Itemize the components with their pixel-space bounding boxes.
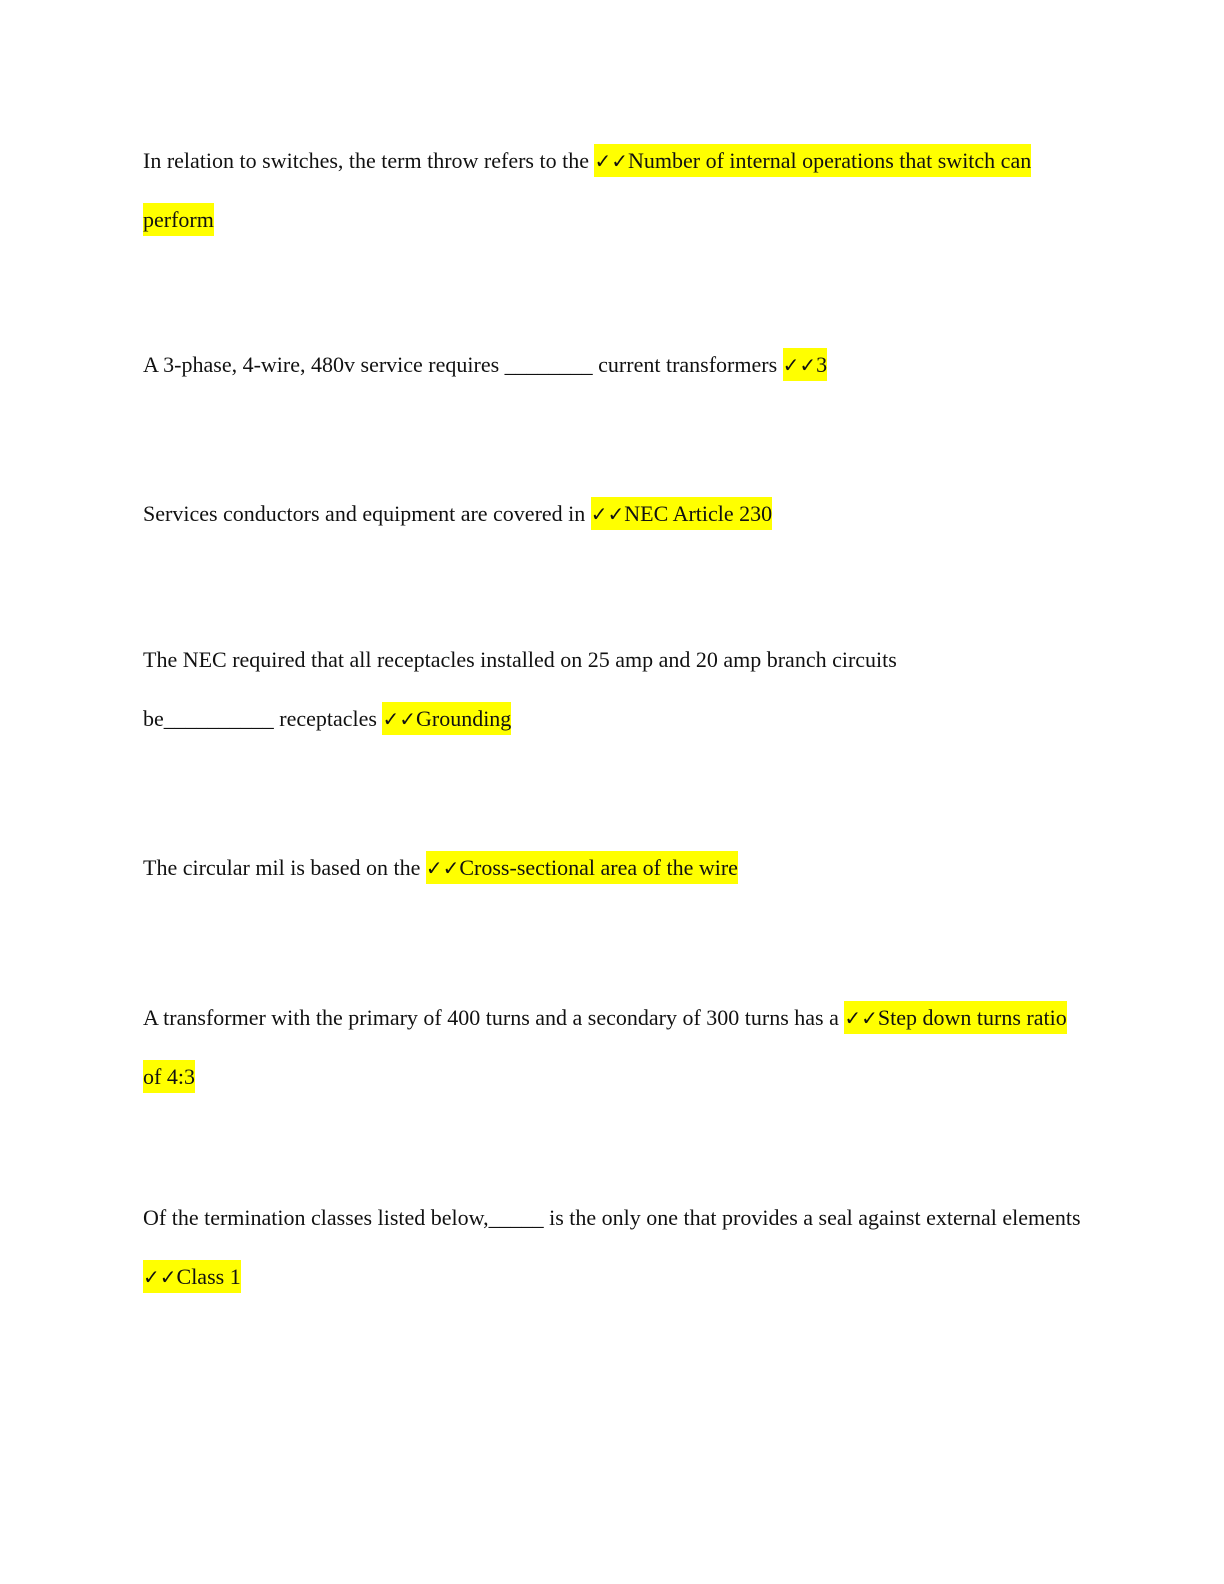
answer-text: Step down turns ratio of 4:3 [143,1005,1067,1089]
question-text: In relation to switches, the term throw refers to the [143,148,595,173]
answer-text: Grounding [415,705,512,731]
question-text: Of the termination classes listed below,_____ is the only one that provides a seal against external elements [143,1205,1081,1230]
answer-text: Number of internal operations that switch can perform [143,148,1032,232]
question-text: Services conductors and equipment are covered in [143,501,591,526]
answer-highlight [382,702,511,735]
check-mark-icon: ✓✓ [382,706,416,731]
answer-text: Cross-sectional area of the wire [459,855,738,880]
answer-text: Class 1 [176,1263,241,1289]
question-item [143,132,1083,249]
question-item [143,336,1083,395]
answer-text: 3 [816,352,828,377]
question-item [143,1189,1083,1306]
question-text: A transformer with the primary of 400 turns and a secondary of 300 turns has a [143,1005,845,1030]
check-mark-icon: ✓✓ [143,1264,177,1289]
answer-highlight [426,851,738,884]
check-mark-icon: ✓✓ [844,1006,878,1030]
check-mark-icon: ✓✓ [782,353,817,377]
question-item [143,631,983,748]
question-text: The circular mil is based on the [143,855,426,880]
question-item [143,839,1083,898]
check-mark-icon: ✓✓ [425,856,460,880]
question-text: The NEC required that all receptacles installed on 25 amp and 20 amp branch circuits be__________ receptacles [143,647,897,731]
answer-highlight [591,497,772,530]
check-mark-icon: ✓✓ [590,502,625,526]
question-item [143,485,1083,544]
answer-text: NEC Article 230 [624,501,773,526]
answer-highlight [783,348,828,381]
question-text: A 3-phase, 4-wire, 480v service requires ________ current transformers [143,352,783,377]
question-item [143,989,1083,1106]
answer-highlight [143,1260,241,1293]
check-mark-icon: ✓✓ [594,149,628,173]
